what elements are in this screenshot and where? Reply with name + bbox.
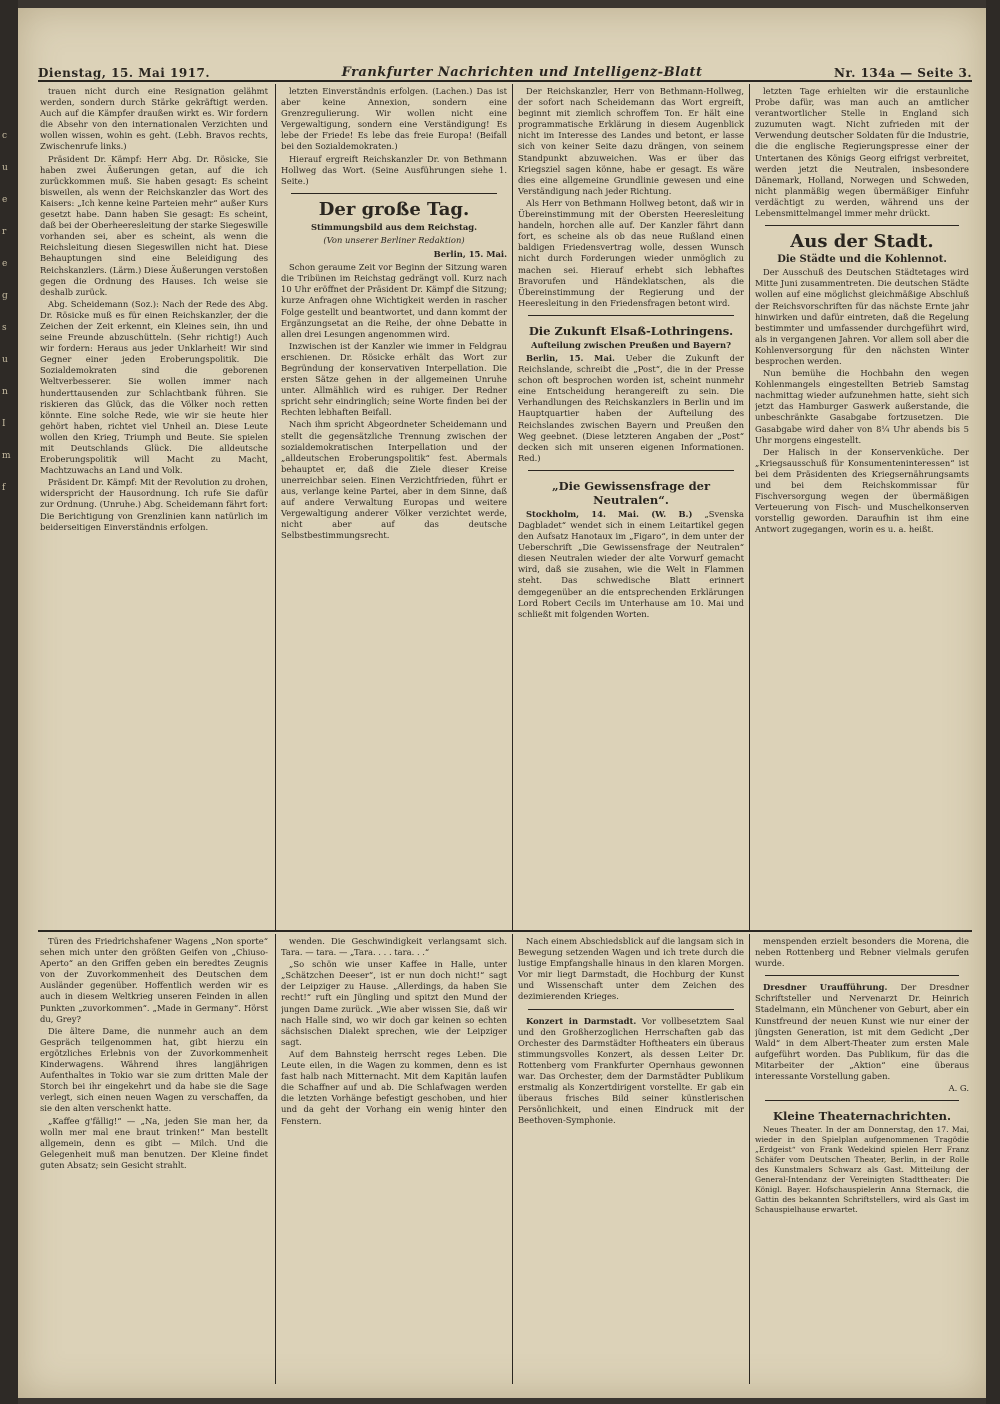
paragraph: letzten Einverständnis erfolgen. (Lachen.) Das ist aber keine Annexion, sondern eine Grenzregulierung. Wir wollen nicht eine Vergewaltigung, sondern eine Verständigung! Es lebe der Friede! Es lebe das freie Europa! (Beifall bei den Sozialdemokraten.) <box>281 86 507 152</box>
paragraph-text: Vor vollbesetztem Saal und den Großherzoglichen Herrschaften gab das Orchester des Darmstädter Hoftheaters ein überaus stimmungsvolles Konzert, als dessen Leiter Dr. Rottenberg vom Frankfurter Opernhaus gewonnen war. Das Orchester, dem der Darmstädter Publikum erstmalig als Konzertdirigent vorstellte. Er gab ein überaus frisches Bild seiner künstlerischen Persönlichkeit, und einen Eindruck mit der Beethoven-Symphonie. <box>518 1015 744 1126</box>
author-signature: A. G. <box>948 1083 969 1094</box>
paragraph: Auf dem Bahnsteig herrscht reges Leben. Die Leute eilen, in die Wagen zu kommen, denn es ist fast halb nach Mitternacht. Mit dem Kapitän laufen die Schaffner auf und ab. Die Schlafwagen werden die letzten Vorhänge befestigt geschoben, und hier und da geht der Vorhang ein wenig hinter den Fenstern. <box>281 1048 507 1126</box>
paragraph: Nach ihm spricht Abgeordneter Scheidemann und stellt die gegensätzliche Trennung zwischen der sozialdemokratischen Interpellation und der „alldeutschen Eroberungspolitik“ fest. Abermals behauptet er, daß die Ziele dieser Kreise unerreichbar seien. Einen Verzichtfrieden, führt er aus, verlange keine Partei, aber in dem Sinne, daß auf andere Verwaltung Europas und weitere Vergewaltigung anderer Völker verzichtet werde, nicht aber auf das deutsche Selbstbestimmungsrecht. <box>281 419 507 541</box>
paragraph: Der Ausschuß des Deutschen Städtetages wird Mitte Juni zusammentreten. Die deutschen Städte wollen auf eine möglichst gleichmäßige Abschluß der Reichsvorschriften für das nächste Ernte jahr hinwirken und dafür eintreten, daß die Regelung bestimmter und umfassender durchgeführt wird, als in vergangenen Jahren. Vor allem soll aber die Kohlenversorgung für den nächsten Winter besprochen werden. <box>755 267 969 366</box>
article-dateline: Berlin, 15. Mai. <box>526 352 615 363</box>
paragraph: trauen nicht durch eine Resignation gelähmt werden, sondern durch Stärke gekräftigt werden. Auch auf die Kämpfer draußen wirkt es. Wir fordern die Absehr von den internationalen Verzichten und wollen wissen, wohin es geht. (Lebh. Bravos rechts, Zwischenrufe links.) <box>40 86 268 152</box>
paragraph: menspenden erzielt besonders die Morena, die neben Rottenberg und Rebner vielmals gerufen wurde. <box>755 936 969 969</box>
newspaper-page <box>18 8 986 1398</box>
column-2 <box>281 86 507 928</box>
divider <box>528 315 734 316</box>
column-3 <box>518 86 744 928</box>
divider <box>291 193 497 194</box>
article-subheadline: Die Städte und die Kohlennot. <box>777 254 947 266</box>
bottom-column-1 <box>40 936 268 1384</box>
paragraph: Inzwischen ist der Kanzler wie immer in Feldgrau erschienen. Dr. Rösicke erhält das Wort zur Begründung der konservativen Interpellation. Die ersten Sätze gehen in der allgemeinen Unruhe unter. Allmählich wird es ruhiger. Der Redner spricht sehr eindringlich; seine Worte finden bei der Rechten lebhaften Beifall. <box>281 340 507 418</box>
paragraph: Der Halisch in der Konservenküche. Der „Kriegsausschuß für Konsumenteninteressen“ ist bei dem Präsidenten des Kriegsernährungsamts und bei dem Reichskommissar für Fischversorgung wegen der übermäßigen Verteuerung von Fisch- und Muschelkonserven vorstellig geworden. Daraufhin ist ihm eine Antwort zugegangen, worin es u. a. heißt. <box>755 446 969 535</box>
paragraph <box>518 509 744 620</box>
paragraph: Nach einem Abschiedsblick auf die langsam sich in Bewegung setzenden Wagen und ich trete durch die lustige Empfangshalle hinaus in den klaren Morgen. Vor mir liegt Darmstadt, die Hochburg der Kunst und Wissenschaft unter dem Zeichen des dezimierenden Krieges. <box>518 936 744 1002</box>
paragraph: „Kaffee g'fällig!“ — „Na, jeden Sie man her, da wolln mer mal ene braut trinken!“ Man bestellt allgemein, denn es gibt — Milch. Und die Gelegenheit muß man benutzen. Der Kleine findet guten Absatz; sein Gesicht strahlt. <box>40 1115 268 1170</box>
bottom-column-2 <box>281 936 507 1384</box>
column-1 <box>40 86 268 928</box>
article-subheadline: Aufteilung zwischen Preußen und Bayern? <box>531 339 731 350</box>
article-headline: Die Zukunft Elsaß-Lothringens. <box>528 323 734 338</box>
paragraph-text: Der Dresdner Schriftsteller und Nervenarzt Dr. Heinrich Stadelmann, ein Münchener von Geburt, aber ein Kunstfreund der neuen Kunst wie nur einer der jüngsten Generation, ist mit dem Gedicht „Der Wald“ in dem Albert-Theater zum ersten Male aufgeführt worden. Das Publikum, für das die Mitarbeiter der „Aktion“ eine überaus interessante Vorstellung gaben. <box>755 982 969 1082</box>
adjacent-page-fragment: c u e r e g s u n I m f <box>2 131 11 493</box>
article-headline: Konzert in Darmstadt. <box>526 1015 637 1026</box>
section-headline: Kleine Theaternachrichten. <box>772 1109 952 1124</box>
article-headline: „Die Gewissensfrage der Neutralen“. <box>551 478 711 507</box>
paragraph: Neues Theater. In der am Donnerstag, den 17. Mai, wieder in den Spielplan aufgenommenen Tragödie „Erdgeist“ von Frank Wedekind spielen Herr Franz Schäfer vom Deutschen Theater, Berlin, in der Rolle des Kunstmalers Schwarz als Gast. Mitteilung der General-Intendanz der Vereinigten Stadttheater: Die Königl. Bayer. Hofschauspielerin Anna Sternack, die Gattin des bekannten Schriftstellers, wird als Gast im Schauspielhause erwartet. <box>755 1125 969 1215</box>
paragraph: Präsident Dr. Kämpf: Mit der Revolution zu drohen, widerspricht der Hausordnung. Ich rufe Sie dafür zur Ordnung. (Unruhe.) Abg. Scheidemann fährt fort: Die Berichtigung von Grenzlinien kann natürlich im beiderseitigen Einverständnis erfolgen. <box>40 477 268 532</box>
article-subheadline: Stimmungsbild aus dem Reichstag. <box>310 221 478 232</box>
article-dateline: Stockholm, 14. Mai. (W. B.) <box>526 508 693 519</box>
paragraph: letzten Tage erhielten wir die erstaunliche Probe dafür, was man auch an amtlicher verantwortlicher Stelle in England sich zuzumuten wagt. Nicht zufrieden mit der Verwendung deutscher Soldaten für die Industrie, die die englische Regierungspresse einer der Untertanen des Königs Georg eifrigst verbreitet, werden jetzt die Neutralen, insbesondere Dänemark, Holland, Norwegen und Schweden, nicht planmäßig wegen übermäßiger Einfuhr verdächtigt zu werden, während uns der Lebensmittelmangel immer mehr drückt. <box>755 86 969 219</box>
paragraph: Hierauf ergreift Reichskanzler Dr. von Bethmann Hollweg das Wort. (Seine Ausführungen siehe 1. Seite.) <box>281 153 507 186</box>
column-rule <box>512 934 513 1384</box>
paragraph: Der Reichskanzler, Herr von Bethmann-Hollweg, der sofort nach Scheidemann das Wort ergreift, beginnt mit ziemlich schroffem Ton. Er hält eine programmatische Erklärung in diesem Augenblick nicht im Interesse des Landes und betont, er lasse sich von keiner Seite dazu drängen, von seinem Standpunkt abzuweichen. Was er über das Kriegsziel sagen könne, habe er gesagt. Es wäre dies eine allgemeine Grundlinie gewesen und eine Verständigung nach jeder Richtung. <box>518 86 744 196</box>
paragraph-text: Ueber die Zukunft der Reichslande, schreibt die „Post“, die in der Presse schon oft besprochen worden ist, scheint nunmehr eine Entscheidung herangereift zu sein. Die Verhandlungen des Reichskanzlers in Berlin und im Hauptquartier haben der Aufteilung des Reichslandes zwischen Bayern und Preußen den Weg geebnet. (Diese letzteren Angaben der „Post“ decken sich mit unseren eigenen Informationen. Red.) <box>518 352 744 463</box>
section-headline: Aus der Stadt. <box>790 231 934 253</box>
article-byline: (Von unserer Berliner Redaktion) <box>323 234 465 245</box>
issue-page-number: Nr. 134a — Seite 3. <box>834 66 972 80</box>
issue-date: Dienstag, 15. Mai 1917. <box>38 66 211 80</box>
scan-right-edge <box>986 0 1000 1404</box>
paragraph: Türen des Friedrichshafener Wagens „Non sporte“ sehen mich unter den größten Geifen von „Chiuso-Aperto“ an den Griffen geben ein beredtes Zeugnis von der Zuvorkommenheit des Deutschen dem Ausländer gegenüber. Hoffentlich werden wir es auch in diesem Weltkrieg unseren Feinden in allen Punkten „zuvorkommen“. „Made in Germany“. Hörst du, Grey? <box>40 936 268 1024</box>
section-divider <box>38 930 972 932</box>
paragraph <box>518 1016 744 1127</box>
paragraph: Schon geraume Zeit vor Beginn der Sitzung waren die Tribünen im Reichstag gedrängt voll. Kurz nach 10 Uhr eröffnet der Präsident Dr. Kämpf die Sitzung; kurze Anfragen ohne Wichtigkeit werden in rascher Folge gestellt und beantwortet, und dann kommt der Ergänzungsetat an die Reihe, der ohne Debatte in allen drei Lesungen angenommen wird. <box>281 262 507 339</box>
divider <box>765 975 959 976</box>
paragraph: Als Herr von Bethmann Hollweg betont, daß wir in Übereinstimmung mit der Obersten Heeresleitung handeln, horchen alle auf. Der Kanzler fährt dann fort, es scheine als ob das neue Rußland einen baldigen Friedensvertrag wolle, dessen Wunsch nicht durch Forderungen wieder unmöglich zu machen sei. Hierauf erhebt sich lebhaftes Bravorufen und Händeklatschen, als die Übereinstimmung der Regierung und der Heeresleitung in den Friedensfragen betont wird. <box>518 197 744 308</box>
column-rule <box>275 84 276 932</box>
scan-left-edge <box>0 0 18 1404</box>
paragraph: „So schön wie unser Kaffee in Halle, unter „Schätzchen Deeser“, ist er nun doch nicht!“ sagt der Leipziger zu Hause. „Allerdings, da haben Sie recht!“ ruft ein Jüngling und spitzt den Mund der jungen Dame zurück. „Wie aber wissen Sie, daß wir nach Halle sind, wo wir doch gar keinen so echten sächsischen Dialekt sprechen, wie der Leipziger sagt. <box>281 959 507 1047</box>
article-dateline: Berlin, 15. Mai. <box>433 249 507 260</box>
bottom-column-3 <box>518 936 744 1384</box>
paragraph: Abg. Scheidemann (Soz.): Nach der Rede des Abg. Dr. Rösicke muß es für einen Reichskanzler, der die Zeichen der Zeit erkennt, ein Kleines sein, ihn und seine Freunde abzuschütteln. (Sehr richtig!) Auch wir fordern: Heraus aus jeder Unklarheit! Wir sind Gegner einer jeden Eroberungspolitik. Die Sozialdemokraten sind die geborenen Weltverbesserer. Sie wollen immer nach hunderttausenden zur Schlachtbank führen. Sie riskieren das Glück, das die Völker noch retten könnte. Eine solche Rede, wie wir sie heute hier gehört haben, richtet viel Unheil an. Diese Leute wollen den Krieg, Triumph und Beute. Sie spielen mit Deutschlands Glück. Die alldeutsche Eroberungspolitik will Macht zu Macht, Machtzuwachs an Land und Volk. <box>40 298 268 476</box>
paragraph-text: „Svenska Dagbladet“ wendet sich in einem Leitartikel gegen den Aufsatz Hanotaux im „Figaro“, in dem unter der Ueberschrift „Die Gewissensfrage der Neutralen“ diesen Neutralen wieder der alte Vorwurf gemacht wird, daß sie zusahen, wie die Welt in Flammen steht. Das schwedische Blatt erinnert demgegenüber an die entsprechenden Erklärungen Lord Robert Cecils im Unterhause am 10. Mai und schließt mit folgenden Worten. <box>518 508 744 619</box>
paragraph: Präsident Dr. Kämpf: Herr Abg. Dr. Rösicke, Sie haben zwei Äußerungen getan, auf die ich zurückkommen muß. Sie haben gesagt: Es scheint bisweilen, als wenn der Reichskanzler das Wort des Kaisers: „Ich kenne keine Parteien mehr“ außer Kurs gesetzt habe. Dann haben Sie gesagt: Es scheint, daß bei der Oberheeresleitung der starke Siegeswille vorhanden sei, aber es scheint, als wenn die Reichsleitung diesen Siegeswillen nicht hat. Diese Behauptungen sind eine Beleidigung des Reichskanzlers. (Lärm.) Diese Äußerungen verstoßen gegen die Ordnung des Hauses. Ich weise sie deshalb zurück. <box>40 153 268 297</box>
divider <box>528 1009 734 1010</box>
article-headline: Der große Tag. <box>318 198 470 220</box>
divider <box>528 470 734 471</box>
column-rule <box>749 84 750 932</box>
page-header <box>38 54 972 82</box>
divider <box>765 1100 959 1101</box>
bottom-column-4 <box>755 936 969 1384</box>
paragraph <box>518 353 744 464</box>
paragraph: Nun bemühe die Hochbahn den wegen Kohlenmangels eingestellten Betrieb Samstag nachmittag wieder aufzunehmen hatte, sieht sich jetzt das Hamburger Gaswerk außerstande, die unbeschränkte Gasabgabe fortzusetzen. Die Gasabgabe wird daher von 8¼ Uhr abends bis 5 Uhr morgens eingestellt. <box>755 368 969 445</box>
newspaper-title: Frankfurter Nachrichten und Intelligenz-Blatt <box>341 65 703 80</box>
column-rule <box>275 934 276 1384</box>
column-4 <box>755 86 969 928</box>
column-rule <box>512 84 513 932</box>
paragraph <box>755 982 969 1082</box>
article-headline: Dresdner Uraufführung. <box>763 982 888 993</box>
paragraph: Die ältere Dame, die nunmehr auch an dem Gespräch teilgenommen hat, gibt hierzu ein ergötzliches Erlebnis von der Zuvorkommenheit Kinderwagens. Während ihres langjährigen Aufenthaltes in Tokio war sie zum dritten Male der Storch bei ihr eingekehrt und da habe sie die Sage verlegt, sich einen neuen Wagen zu verschaffen, da sie den alten verschenkt hatte. <box>40 1025 268 1114</box>
divider <box>765 225 959 226</box>
paragraph: wenden. Die Geschwindigkeit verlangsamt sich. Tara. — tara. — „Tara. . . . tara. . .“ <box>281 936 507 958</box>
column-rule <box>749 934 750 1384</box>
